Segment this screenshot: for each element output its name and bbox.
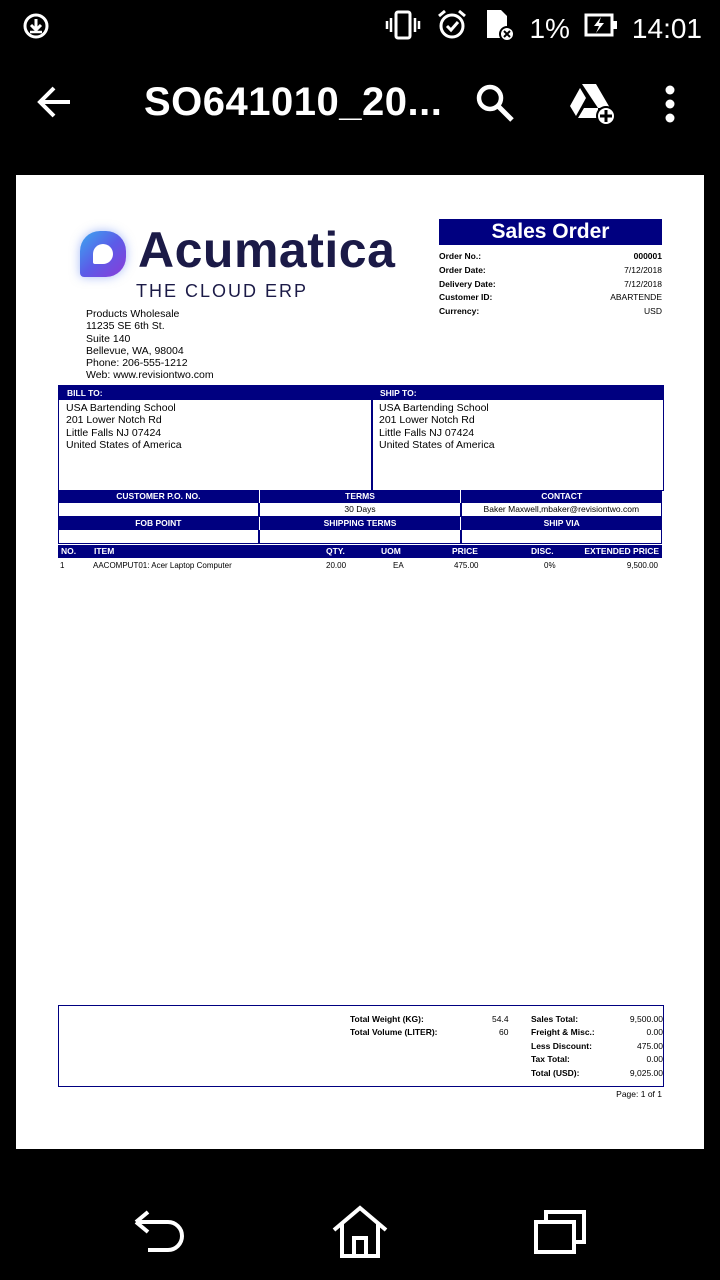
extended-price-header: EXTENDED PRICE: [584, 546, 659, 556]
order-info-value: 7/12/2018: [624, 264, 662, 275]
clock: 14:01: [631, 12, 702, 44]
nav-back-icon[interactable]: [132, 1208, 188, 1261]
company-line: Web: www.revisiontwo.com: [86, 369, 214, 382]
ship-to-box: [371, 385, 664, 491]
nav-recent-apps-icon[interactable]: [532, 1208, 588, 1261]
price-header: PRICE: [452, 546, 478, 556]
pdf-page[interactable]: [16, 175, 704, 1149]
discount-label: Less Discount:: [531, 1041, 592, 1051]
nav-home-icon[interactable]: [330, 1204, 390, 1265]
bill-to-line: United States of America: [66, 438, 182, 451]
back-arrow-icon[interactable]: [34, 82, 74, 127]
item-header: ITEM: [94, 546, 115, 556]
status-bar: [0, 0, 720, 52]
totals-box: [58, 1005, 664, 1087]
total-weight-value: 54.4: [492, 1014, 509, 1024]
ship-to-line: 201 Lower Notch Rd: [379, 414, 475, 427]
order-info-value: 7/12/2018: [624, 278, 662, 289]
battery-percent: 1%: [529, 12, 570, 44]
logo-name: Acumatica: [138, 222, 396, 278]
uom-header: UOM: [381, 546, 401, 556]
company-address: [86, 308, 214, 382]
logo-tagline: THE CLOUD ERP: [136, 281, 309, 301]
battery-charging-icon: [584, 12, 618, 45]
disc-header: DISC.: [531, 546, 554, 556]
sales-total-value: 9,500.00: [629, 1014, 663, 1024]
bill-to-line: USA Bartending School: [66, 402, 176, 414]
search-icon[interactable]: [474, 82, 516, 129]
shipping-terms-header: SHIPPING TERMS: [260, 517, 462, 530]
freight-value: 0.00: [646, 1027, 663, 1037]
company-line: Bellevue, WA, 98004: [86, 344, 184, 357]
order-info-label: Order Date:: [439, 264, 486, 275]
order-info-label: Customer ID:: [439, 292, 493, 303]
shipping-terms-value: [259, 530, 460, 544]
order-info-label: Delivery Date:: [439, 278, 496, 289]
company-line: Products Wholesale: [86, 308, 180, 320]
ship-to-line: United States of America: [379, 438, 495, 451]
app-bar: [0, 52, 720, 162]
freight-label: Freight & Misc.:: [531, 1027, 595, 1037]
document-title: SO641010_20...: [144, 80, 443, 124]
bill-to-line: 201 Lower Notch Rd: [66, 414, 162, 427]
ship-to-line: USA Bartending School: [379, 402, 489, 414]
ship-via-header: SHIP VIA: [543, 518, 580, 528]
contact-value: Baker Maxwell,mbaker@revisiontwo.com: [461, 503, 662, 517]
ship-via-value: [461, 530, 662, 544]
line-extended-price: 9,500.00: [626, 561, 658, 570]
company-line: 11235 SE 6th St.: [86, 320, 165, 333]
bill-to-box: [58, 385, 373, 491]
document-heading: Sales Order: [439, 219, 662, 245]
no-header: NO.: [61, 546, 77, 556]
order-info-label: Currency:: [439, 306, 480, 317]
table-row: [58, 559, 662, 571]
line-no: 1: [60, 561, 65, 570]
ship-to-line: Little Falls NJ 07424: [379, 426, 475, 439]
line-uom: EA: [393, 561, 404, 570]
line-price: 475.00: [454, 561, 479, 570]
grand-total-value: 9,025.00: [629, 1068, 663, 1078]
discount-value: 475.00: [637, 1041, 663, 1051]
order-info-value: 000001: [633, 251, 662, 261]
download-icon: [22, 12, 50, 45]
order-info: [439, 251, 662, 320]
navigation-bar: [0, 1160, 720, 1280]
line-items-header: [58, 545, 662, 558]
vibrate-icon: [385, 10, 421, 47]
fob-point-value: [58, 530, 259, 544]
shipping-header-row: [58, 517, 662, 530]
order-info-label: Order No.:: [439, 251, 482, 261]
acumatica-logo: [80, 223, 400, 313]
bill-to-line: Little Falls NJ 07424: [66, 426, 162, 439]
grand-total-label: Total (USD):: [531, 1068, 580, 1078]
terms-value-row: [58, 503, 662, 517]
page-number: Page: 1 of 1: [616, 1089, 662, 1099]
ship-to-label: SHIP TO:: [372, 386, 663, 400]
total-weight-label: Total Weight (KG):: [350, 1014, 424, 1024]
contact-header: CONTACT: [541, 491, 583, 501]
line-item: AACOMPUT01: Acer Laptop Computer: [93, 561, 232, 570]
customer-po-header: CUSTOMER P.O. NO.: [58, 490, 260, 503]
sales-total-label: Sales Total:: [531, 1014, 579, 1024]
shipping-value-row: [58, 530, 662, 544]
qty-header: QTY.: [326, 546, 345, 556]
line-disc: 0%: [544, 561, 556, 570]
order-info-value: USD: [644, 306, 662, 317]
tax-label: Tax Total:: [531, 1054, 570, 1064]
terms-value: 30 Days: [259, 503, 460, 517]
more-vert-icon[interactable]: [664, 84, 676, 129]
company-line: Suite 140: [86, 332, 131, 345]
line-qty: 20.00: [326, 561, 347, 570]
terms-header-row: [58, 490, 662, 503]
acumatica-logo-mark-icon: [80, 231, 126, 277]
add-to-drive-icon[interactable]: [568, 82, 616, 131]
total-volume-value: 60: [499, 1027, 509, 1037]
tax-value: 0.00: [646, 1054, 663, 1064]
terms-header: TERMS: [260, 490, 462, 503]
customer-po-value: [58, 503, 259, 517]
bill-to-label: BILL TO:: [59, 386, 372, 400]
order-info-value: ABARTENDE: [610, 292, 662, 303]
total-volume-label: Total Volume (LITER):: [350, 1027, 438, 1037]
sd-card-icon: [483, 8, 515, 49]
company-line: Phone: 206-555-1212: [86, 357, 188, 370]
alarm-icon: [435, 8, 469, 49]
fob-point-header: FOB POINT: [58, 517, 260, 530]
